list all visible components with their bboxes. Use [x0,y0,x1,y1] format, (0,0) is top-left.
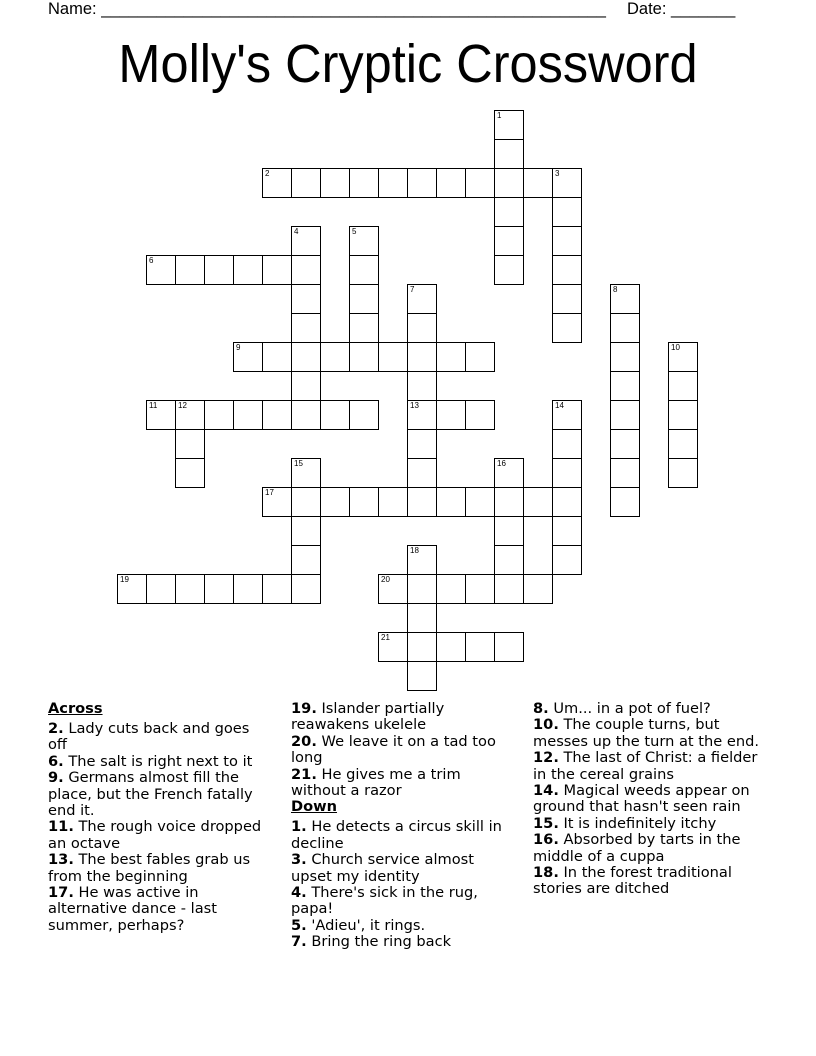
clue-text: We leave it on a tad too long [291,732,496,767]
grid-cell [436,574,466,604]
clue-number: 7 . [291,933,307,950]
clue-text: It is indefinitely itchy [563,814,717,832]
grid-cell [204,255,234,285]
grid-cell [407,661,437,691]
grid-cell [494,458,524,488]
cell-number-label: 1 [497,111,502,120]
grid-cell [291,574,321,604]
grid-cell [349,342,379,372]
clue-down-4 [291,885,509,918]
clue-text: Church service almost upset my identity [291,851,475,885]
grid-cell [320,400,350,430]
cell-number-label: 7 [410,285,415,294]
grid-cell [204,574,234,604]
clue-number: 1 . [291,818,307,835]
clue-down-12 [533,750,767,783]
clue-number: 16 . [533,831,559,848]
cell-number-label: 20 [381,575,390,584]
clue-text: In the forest traditional stories are ditched [533,864,732,898]
clue-text: The last of Christ: a fielder in the cereal grains [533,749,758,783]
clue-across-13 [48,852,268,885]
clue-text: Absorbed by tarts in the middle of a cuppa [533,831,741,865]
grid-cell [465,487,495,517]
grid-cell [465,400,495,430]
date-label: Date: [627,0,667,18]
grid-cell [204,400,234,430]
grid-cell [494,255,524,285]
grid-cell [407,487,437,517]
clue-text: Germans almost fill the place, but the French fatally end it. [48,769,253,820]
clue-number: 13 . [48,851,74,868]
grid-cell [552,168,582,198]
grid-cell [552,255,582,285]
grid-cell [436,632,466,662]
page-title: Molly's Cryptic Crossword [118,34,698,94]
clue-down-8 [533,701,767,717]
clue-text: Islander partially reawakens ukelele [291,700,445,734]
grid-cell [349,313,379,343]
clue-number: 18 . [533,864,559,881]
cell-number-label: 6 [149,256,154,265]
grid-cell [494,545,524,575]
grid-cell [494,226,524,256]
date-line: _______ [671,0,736,18]
clue-across-2 [48,721,268,754]
cell-number-label: 5 [352,227,357,236]
grid-cell [233,574,263,604]
clue-across-21 [291,767,509,800]
clue-number: 14 . [533,782,559,799]
cell-number-label: 18 [410,546,419,555]
grid-cell [233,255,263,285]
cell-number-label: 8 [613,285,618,294]
grid-cell [407,603,437,633]
clue-down-1 [291,819,509,852]
grid-cell [378,342,408,372]
cell-number-label: 15 [294,459,303,468]
grid-cell [552,226,582,256]
grid-cell [117,574,147,604]
clue-text: The couple turns, but messes up the turn at the end. [533,716,759,750]
grid-cell [407,574,437,604]
grid-cell [262,342,292,372]
clue-text: Um... in a pot of fuel? [553,700,711,717]
grid-cell [262,400,292,430]
grid-cell [262,255,292,285]
grid-cell [262,168,292,198]
clue-number: 19 . [291,700,317,717]
clue-down-18 [533,865,767,898]
cell-number-label: 11 [149,401,158,410]
grid-cell [291,255,321,285]
grid-cell [494,168,524,198]
crossword-grid [117,110,727,691]
grid-cell [494,487,524,517]
down-heading: Down [291,798,338,816]
grid-cell [291,342,321,372]
name-line: _______________________________________________________ [101,0,606,18]
grid-cell [668,458,698,488]
grid-cell [552,516,582,546]
grid-cell [552,284,582,314]
cell-number-label: 12 [178,401,187,410]
grid-cell [407,342,437,372]
grid-cell [552,400,582,430]
grid-cell [465,342,495,372]
grid-cell [291,400,321,430]
clue-down-7 [291,934,509,950]
grid-cell [610,284,640,314]
across-heading: Across [48,700,103,717]
clue-number: 6 . [48,753,64,770]
clue-number: 9 . [48,769,64,786]
grid-cell [233,342,263,372]
grid-cell [407,632,437,662]
grid-cell [291,371,321,401]
clue-across-20 [291,734,509,767]
grid-cell [668,429,698,459]
grid-cell [262,574,292,604]
clue-across-9 [48,770,268,819]
grid-cell [349,487,379,517]
clue-down-5 [291,918,509,934]
grid-cell [291,313,321,343]
clue-text: Magical weeds appear on ground that hasn't seen rain [533,782,750,816]
clue-down-16 [533,832,767,865]
grid-cell [378,632,408,662]
clue-across-11 [48,819,268,852]
grid-cell [610,342,640,372]
grid-cell [349,226,379,256]
grid-cell [291,545,321,575]
clue-text: Lady cuts back and goes off [48,720,250,754]
clue-number: 4 . [291,884,307,901]
grid-cell [436,487,466,517]
grid-cell [436,400,466,430]
clue-number: 15 . [533,815,559,832]
cell-number-label: 4 [294,227,299,236]
clue-number: 11 . [48,818,74,835]
grid-cell [175,429,205,459]
clues-column-2 [291,701,509,951]
grid-cell [175,255,205,285]
clue-text: He was active in alternative dance - last summer, perhaps? [48,884,217,934]
grid-cell [465,632,495,662]
clue-number: 8 . [533,700,549,717]
clue-number: 12 . [533,749,559,766]
date-field [627,0,735,18]
grid-cell [291,516,321,546]
clue-text: The rough voice dropped an octave [48,818,262,852]
cell-number-label: 17 [265,488,274,497]
grid-cell [378,574,408,604]
cell-number-label: 14 [555,401,564,410]
grid-cell [349,400,379,430]
cell-number-label: 13 [410,401,419,410]
name-field [48,0,606,18]
clue-text: The salt is right next to it [68,752,253,770]
grid-cell [552,313,582,343]
cell-number-label: 10 [671,343,680,352]
grid-cell [175,574,205,604]
grid-cell [320,342,350,372]
clue-down-14 [533,783,767,816]
grid-cell [436,342,466,372]
clue-across-6 [48,754,268,770]
clue-down-10 [533,717,767,750]
grid-cell [668,371,698,401]
grid-cell [610,458,640,488]
grid-cell [146,574,176,604]
clue-text: There's sick in the rug, papa! [291,884,478,918]
grid-cell [610,487,640,517]
clue-number: 2 . [48,720,64,737]
cell-number-label: 3 [555,169,560,178]
grid-cell [610,400,640,430]
grid-cell [610,429,640,459]
grid-cell [407,313,437,343]
clue-number: 17 . [48,884,74,901]
grid-cell [146,400,176,430]
grid-cell [552,197,582,227]
grid-cell [407,458,437,488]
clue-text: He gives me a trim without a razor [291,765,461,800]
grid-cell [465,574,495,604]
clue-number: 3 . [291,851,307,868]
grid-cell [291,226,321,256]
grid-cell [378,487,408,517]
grid-cell [465,168,495,198]
grid-cell [146,255,176,285]
cell-number-label: 16 [497,459,506,468]
grid-cell [407,545,437,575]
grid-cell [668,400,698,430]
grid-cell [175,400,205,430]
grid-cell [407,400,437,430]
grid-cell [291,458,321,488]
grid-cell [349,284,379,314]
grid-cell [668,342,698,372]
grid-cell [610,313,640,343]
grid-cell [494,574,524,604]
clue-number: 10 . [533,716,559,733]
grid-cell [523,168,553,198]
grid-cell [407,371,437,401]
clue-number: 5 . [291,917,307,934]
grid-cell [349,255,379,285]
grid-cell [494,197,524,227]
cell-number-label: 2 [265,169,270,178]
name-label: Name: [48,0,97,18]
grid-cell [320,168,350,198]
clues-column-3 [533,701,767,898]
grid-cell [320,487,350,517]
grid-cell [494,139,524,169]
grid-cell [610,371,640,401]
grid-cell [233,400,263,430]
grid-cell [552,429,582,459]
grid-cell [407,168,437,198]
grid-cell [378,168,408,198]
grid-cell [552,458,582,488]
clue-down-15 [533,816,767,832]
clue-number: 21 . [291,766,317,783]
grid-cell [523,487,553,517]
clue-text: The best fables grab us from the beginning [48,851,251,885]
grid-cell [291,487,321,517]
grid-cell [552,545,582,575]
grid-cell [291,168,321,198]
clue-text: Bring the ring back [311,933,452,951]
clue-text: He detects a circus skill in decline [291,818,502,852]
clue-across-17 [48,885,268,934]
cell-number-label: 21 [381,633,390,642]
grid-cell [407,429,437,459]
grid-cell [494,516,524,546]
grid-cell [552,487,582,517]
clue-number: 20 . [291,733,317,750]
clue-down-3 [291,852,509,885]
grid-cell [494,632,524,662]
grid-cell [175,458,205,488]
clue-across-19 [291,701,509,734]
grid-cell [494,110,524,140]
clues-column-1 [48,701,268,934]
grid-cell [262,487,292,517]
grid-cell [349,168,379,198]
cell-number-label: 19 [120,575,129,584]
grid-cell [291,284,321,314]
grid-cell [436,168,466,198]
grid-cell [523,574,553,604]
cell-number-label: 9 [236,343,241,352]
grid-cell [407,284,437,314]
clue-text: 'Adieu', it rings. [311,916,426,934]
